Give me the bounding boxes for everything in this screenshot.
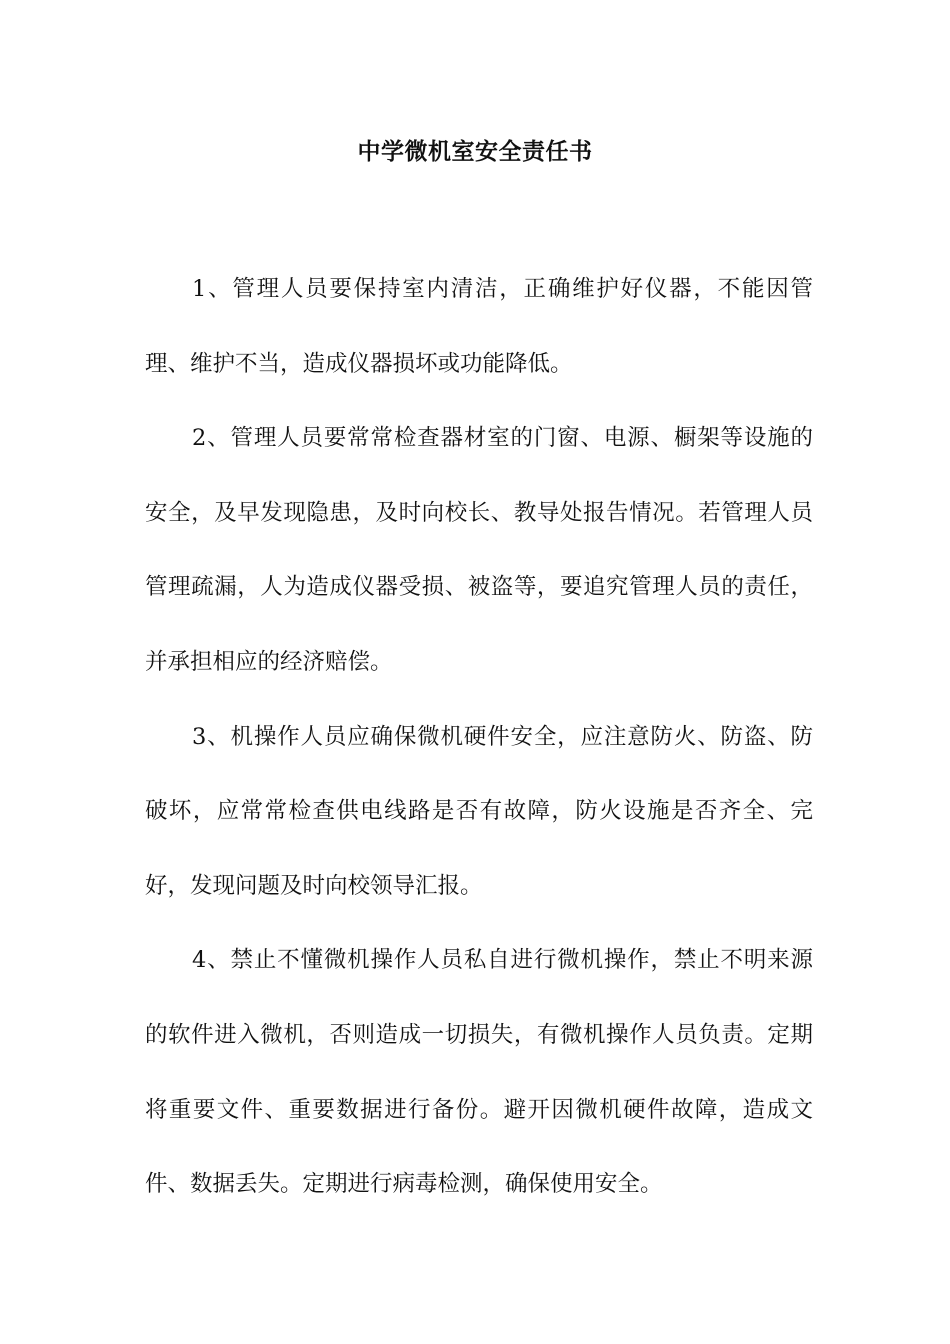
document-title: 中学微机室安全责任书 [357, 139, 593, 165]
paragraph-2: 2、管理人员要常常检查器材室的门窗、电源、橱架等设施的安全，及早发现隐患，及时向校长、教导处报告情况。若管理人员管理疏漏，人为造成仪器受损、被盗等，要追究管理人员的责任，并承担相应的经济赔偿。 [145, 425, 813, 675]
paragraph-4: 4、禁止不懂微机操作人员私自进行微机操作，禁止不明来源的软件进入微机，否则造成一切损失，有微机操作人员负责。定期将重要文件、重要数据进行备份。避开因微机硬件故障，造成文件、数据丢失。定期进行病毒检测，确保使用安全。 [145, 947, 813, 1198]
document-body [145, 252, 813, 1222]
paragraph-3: 3、机操作人员应确保微机硬件安全，应注意防火、防盗、防破坏，应常常检查供电线路是否有故障，防火设施是否齐全、完好，发现问题及时向校领导汇报。 [145, 723, 813, 899]
paragraph-1: 1、管理人员要保持室内清洁，正确维护好仪器，不能因管理、维护不当，造成仪器损坏或功能降低。 [145, 276, 813, 377]
